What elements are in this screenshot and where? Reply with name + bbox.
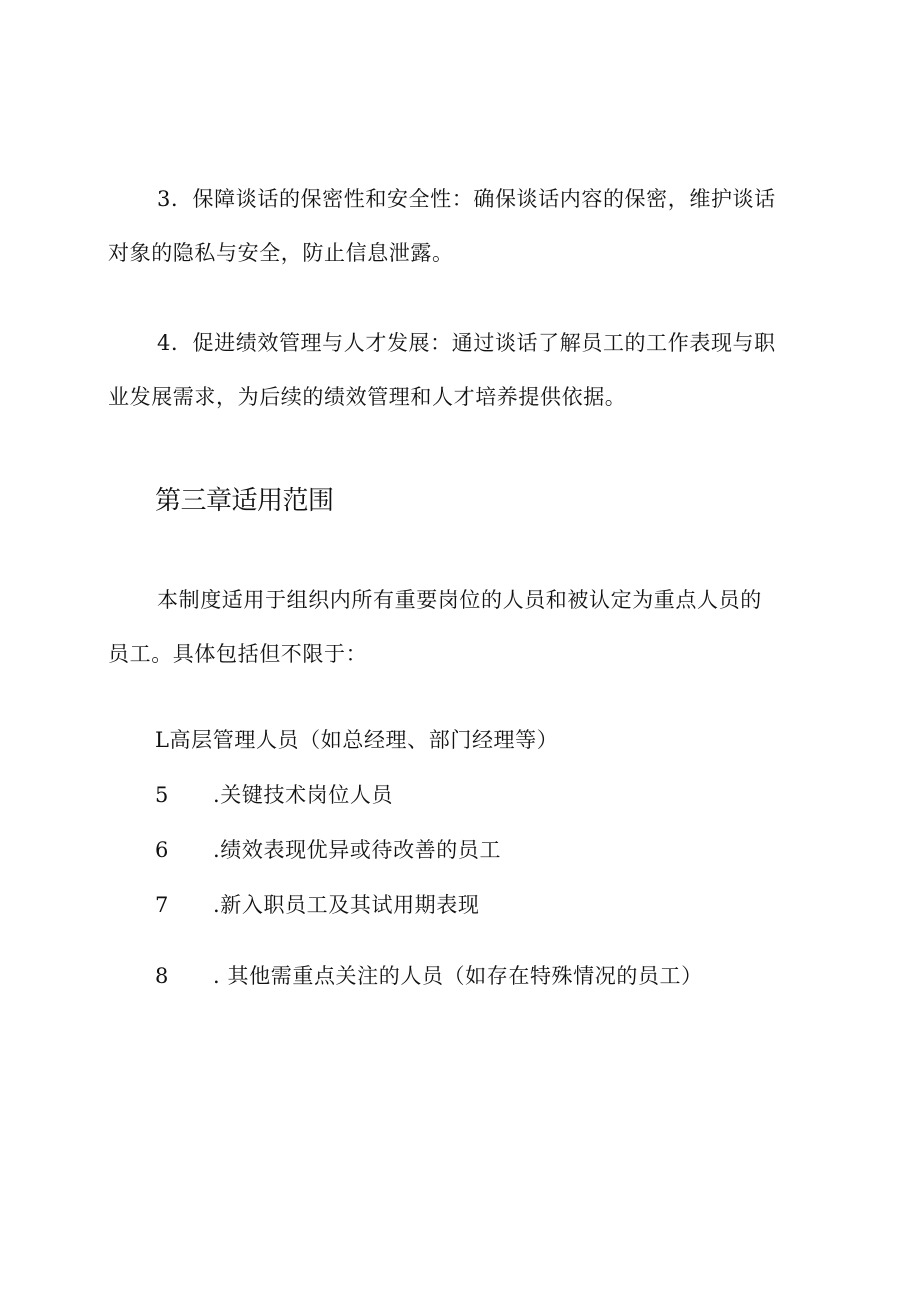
paragraph-line: 员工。具体包括但不限于：: [108, 642, 368, 666]
list-item-text: .绩效表现优异或待改善的员工: [213, 838, 502, 862]
list-item-text: L高层管理人员（如总经理、部门经理等）: [155, 728, 559, 752]
list-item-text: .新入职员工及其试用期表现: [213, 893, 480, 917]
scope-paragraph: [108, 573, 820, 681]
paragraph-line: 3．保障谈话的保密性和安全性：确保谈话内容的保密，维护谈话: [157, 187, 776, 211]
list-item-text: .关键技术岗位人员: [213, 783, 394, 807]
list-item: [155, 887, 479, 923]
list-item: [155, 958, 703, 994]
list-item: [155, 722, 558, 758]
paragraph-item-4: [108, 316, 820, 424]
paragraph-line: 业发展需求，为后续的绩效管理和人才培养提供依据。: [108, 385, 627, 409]
list-item-text: . 其他需重点关注的人员（如存在特殊情况的员工）: [213, 964, 703, 988]
list-item: [155, 832, 501, 868]
chapter-title: 第三章适用范围: [155, 486, 334, 516]
paragraph-line: 对象的隐私与安全，防止信息泄露。: [108, 241, 454, 265]
list-item-number: 8: [155, 964, 169, 988]
list-item: [155, 777, 393, 813]
list-item-number: 5: [155, 783, 169, 807]
list-item-number: 7: [155, 893, 169, 917]
list-item-number: 6: [155, 838, 169, 862]
paragraph-line: 4．促进绩效管理与人才发展：通过谈话了解员工的工作表现与职: [157, 331, 776, 355]
paragraph-item-3: [108, 172, 820, 280]
paragraph-line: 本制度适用于组织内所有重要岗位的人员和被认定为重点人员的: [157, 588, 762, 612]
